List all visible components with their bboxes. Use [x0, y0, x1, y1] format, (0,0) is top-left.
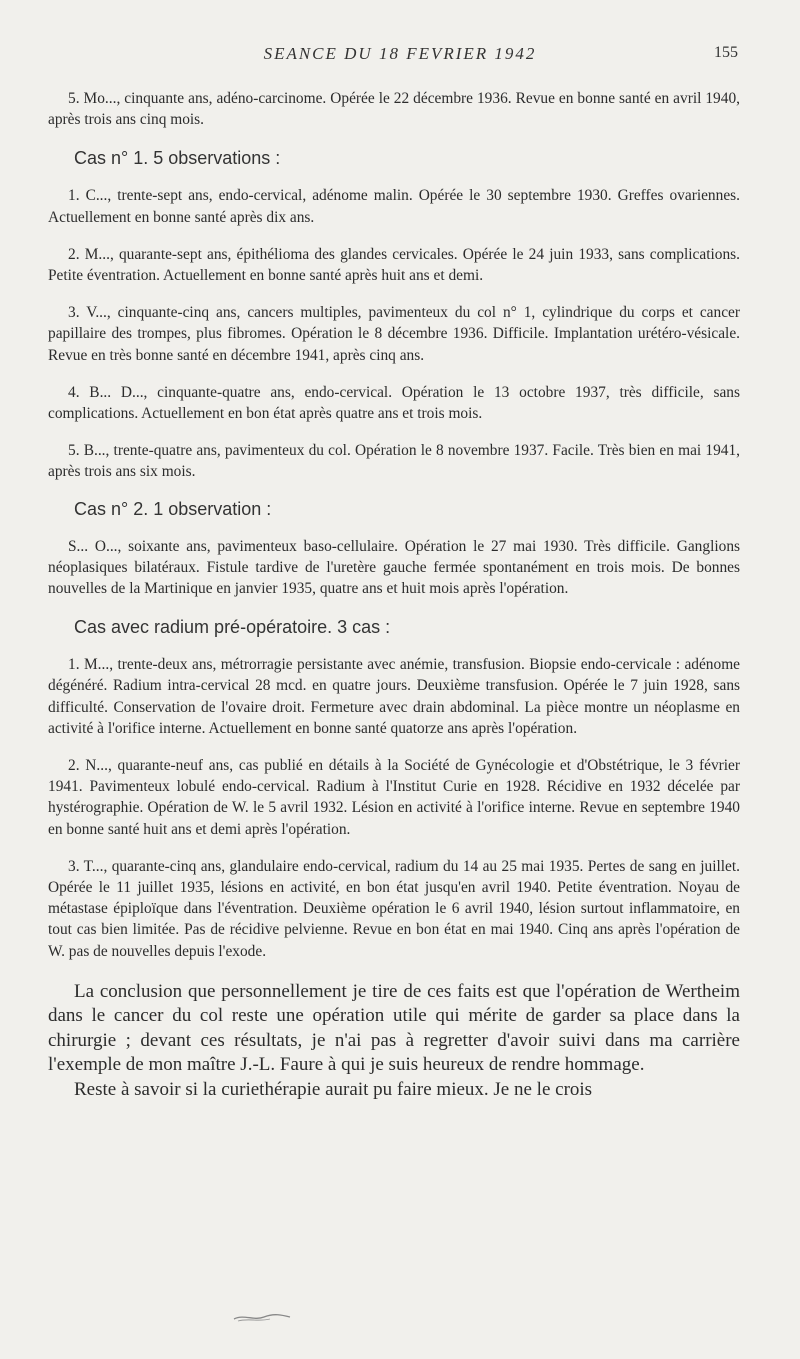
- observation-paragraph: [48, 185, 740, 227]
- observation-paragraph: [48, 302, 740, 366]
- running-title: SEANCE DU 18 FEVRIER 1942: [263, 44, 537, 63]
- observation-paragraph: [48, 856, 740, 962]
- page-number: 155: [714, 44, 738, 61]
- observation-text: S... O..., soixante ans, pavimenteux baso-cellulaire. Opération le 27 mai 1930. Très difficile. Ganglions néoplasiques bilatéraux. Fistule tardive de l'uretère gauche fermée spontanément en trois mois. De bonnes nouvelles de la Martinique en janvier 1935, quatre ans et huit mois après l'opération.: [48, 537, 740, 598]
- observation-text: 1. M..., trente-deux ans, métrorragie persistante avec anémie, transfusion. Biopsie endo-cervicale : adénome dégénéré. Radium intra-cervical 28 mcd. en quatre jours. Deuxième transfusion. Opérée le 7 juin 1928, sans difficulté. Conservation de l'ovaire droit. Fermeture avec drain abdominal. La pièce montre un néoplasme en activité à l'orifice interne. Actuellement en bonne santé quatorze ans après l'opération.: [48, 656, 740, 737]
- observation-text: 5. B..., trente-quatre ans, pavimenteux du col. Opération le 8 novembre 1937. Facile. Très bien en mai 1941, après trois ans six mois.: [48, 442, 740, 481]
- observation-text: 2. M..., quarante-sept ans, épithélioma des glandes cervicales. Opérée le 24 juin 1933, sans complications. Petite éventration. Actuellement en bonne santé après huit ans et demi.: [48, 245, 740, 285]
- section-heading: Cas avec radium pré-opératoire. 3 cas :: [74, 617, 391, 638]
- observation-text: 1. C..., trente-sept ans, endo-cervical, adénome malin. Opérée le 30 septembre 1930. Greffes ovariennes. Actuellement en bonne santé après dix ans.: [48, 187, 740, 226]
- conclusion-paragraph: [48, 980, 740, 1078]
- end-ornament: [232, 1310, 292, 1324]
- page-body: [48, 88, 740, 1102]
- observation-paragraph: [48, 536, 740, 600]
- observation-text: 3. V..., cinquante-cinq ans, cancers multiples, pavimenteux du col n° 1, cylindrique du corps et cancer papillaire des trompes, plus fibromes. Opération le 8 décembre 1936. Difficile. Implantation urétéro-vésicale. Revue en très bonne santé en décembre 1941, après cinq ans.: [48, 304, 740, 364]
- conclusion-text: La conclusion que personnellement je tire de ces faits est que l'opération de Wertheim dans le cancer du col reste une opération utile qui mérite de garder sa place dans la chirurgie ; devant ces résultats, je n'ai pas à regretter d'avoir suivi dans ma carrière l'exemple de mon maître J.-L. Faure à qui je suis heureux de rendre hommage.: [48, 980, 740, 1076]
- observation-paragraph: [48, 382, 740, 424]
- closing-paragraph: [48, 1078, 740, 1102]
- observation-text: 2. N..., quarante-neuf ans, cas publié en détails à la Société de Gynécologie et d'Obstétrique, le 3 février 1941. Pavimenteux lobulé endo-cervical. Radium à l'Institut Curie en 1928. Récidive en 1932 décelée par hystérographie. Opération de W. le 5 avril 1932. Lésion en activité à l'orifice interne. Revue en septembre 1940 en bonne santé huit ans et demi après l'opération.: [48, 757, 740, 838]
- intro-text: 5. Mo..., cinquante ans, adéno-carcinome. Opérée le 22 décembre 1936. Revue en bonne santé en avril 1940, après trois ans cinq mois.: [48, 90, 740, 129]
- observation-paragraph: [48, 440, 740, 482]
- observation-text: 4. B... D..., cinquante-quatre ans, endo-cervical. Opération le 13 octobre 1937, très difficile, sans complications. Actuellement en bon état après quatre ans et trois mois.: [48, 383, 740, 423]
- section-heading: Cas n° 1. 5 observations :: [74, 148, 281, 169]
- section-heading: Cas n° 2. 1 observation :: [74, 498, 272, 519]
- observation-text: 3. T..., quarante-cinq ans, glandulaire endo-cervical, radium du 14 au 25 mai 1935. Pertes de sang en juillet. Opérée le 11 juillet 1935, lésions en activité, en bon état jusqu'en avril 1940. Petite éventration. Noyau de métastase épiploïque dans l'éventration. Deuxième opération le 6 avril 1940, lésion surtout inflammatoire, en tout cas bien limitée. Pas de récidive pelvienne. Revue en bon état en mai 1940. Cinq ans après l'opération de W. pas de nouvelles depuis l'exode.: [48, 857, 740, 960]
- observation-paragraph: [48, 244, 740, 286]
- closing-text: Reste à savoir si la curiethérapie aurait pu faire mieux. Je ne le crois: [74, 1078, 593, 1100]
- observation-paragraph: [48, 654, 740, 739]
- intro-paragraph: [48, 88, 740, 130]
- page-header: [0, 44, 800, 68]
- observation-paragraph: [48, 755, 740, 840]
